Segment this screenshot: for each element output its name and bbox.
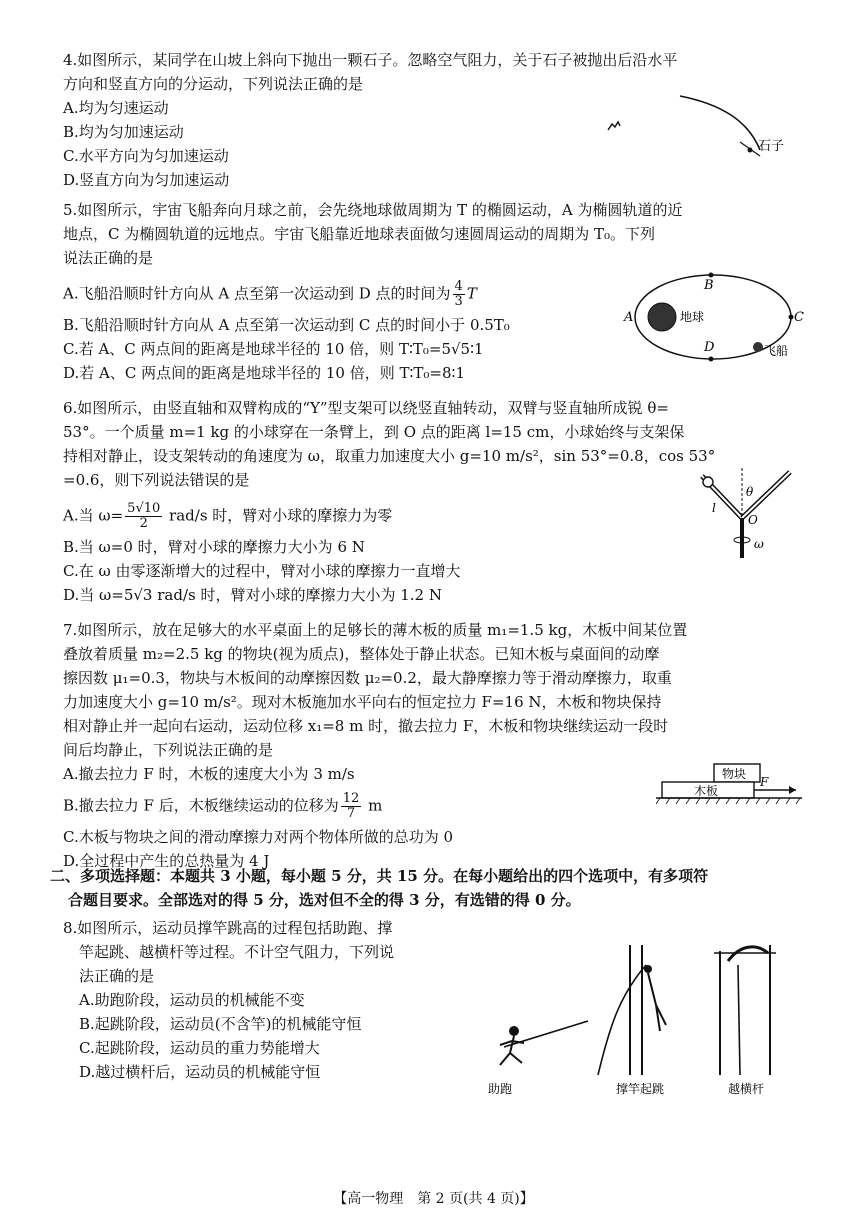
q6-option-b: B.当 ω=0 时，臂对小球的摩擦力大小为 6 N: [63, 538, 365, 556]
slope-curve: [680, 96, 760, 150]
q7-option-a: A.撤去拉力 F 时，木板的速度大小为 3 m/s: [63, 765, 355, 783]
orbit-label-a: A: [624, 310, 634, 325]
q7-option-d: D.全过程中产生的总热量为 4 J: [63, 852, 270, 870]
orbit-label-c: C: [794, 310, 804, 325]
table-hatching: [656, 798, 800, 804]
q6-fig-o: O: [748, 513, 758, 527]
section-2-line-2: 合题目要求。全部选对的得 5 分，选对但不全的得 3 分，有选错的得 0 分。: [68, 891, 581, 909]
orbit-label-b: B: [704, 278, 714, 293]
question-7: [63, 618, 823, 873]
q6-stem-line-4: =0.6，则下列说法错误的是: [63, 471, 250, 489]
q5-orbit-figure: [618, 265, 808, 370]
q5-stem-line-1: 5.如图所示，宇宙飞船奔向月球之前，会先绕地球做周期为 T 的椭圆运动，A 为椭圆轨道的近: [63, 201, 683, 219]
q6-stem-line-3: 持相对静止，设支架转动的角速度为 ω，取重力加速度大小 g=10 m/s²，sin 53°=0.8，cos 53°: [63, 447, 716, 465]
q5-stem-line-3: 说法正确的是: [63, 249, 154, 267]
q7-stem-line-4: 力加速度大小 g=10 m/s²。现对木板施加水平向右的恒定拉力 F=16 N，木板和物块保持: [63, 693, 662, 711]
q7-fig-force-label: F: [760, 775, 769, 789]
page-footer: 【高一物理 第 2 页(共 4 页)】: [333, 1191, 534, 1207]
q7-option-b-text: B.撤去拉力 F 后，木板继续运动的位移为: [63, 796, 339, 815]
orbit-point-c: [789, 315, 794, 320]
section-2-line-1: 二、多项选择题：本题共 3 小题，每小题 5 分，共 15 分。在每小题给出的四个选项中，有多项符: [50, 867, 709, 885]
q5-stem-line-2: 地点，C 为椭圆轨道的远地点。宇宙飞船靠近地球表面做匀速圆周运动的周期为 T₀。下列: [63, 225, 656, 243]
earth-icon: [648, 303, 676, 331]
q6-stem-line-1: 6.如图所示，由竖直轴和双臂构成的“Y”型支架可以绕竖直轴转动，双臂与竖直轴所成锐 θ=: [63, 399, 669, 417]
hand-icon: [608, 122, 620, 130]
orbit-point-d: [709, 357, 714, 362]
q6-option-a-fraction: [125, 502, 162, 531]
q7-stem-line-5: 相对静止并一起向右运动，运动位移 x₁=8 m 时，撤去拉力 F，木板和物块继续运动一段时: [63, 717, 669, 735]
q5-option-d: D.若 A、C 两点间的距离是地球半径的 10 倍，则 T∶T₀=8∶1: [63, 364, 465, 382]
q8-stem-line-2: 竿起跳、越横杆等过程。不计空气阻力，下列说: [79, 943, 395, 961]
q7-option-b-fraction: [341, 792, 362, 821]
q8-option-a: A.助跑阶段，运动员的机械能不变: [79, 991, 305, 1009]
q7-board-block-figure: [656, 760, 806, 812]
q8-option-d: D.越过横杆后，运动员的机械能守恒: [79, 1063, 321, 1081]
q7-fig-board-label: 木板: [694, 784, 719, 798]
q8-fig-takeoff-label: 撑竿起跳: [616, 1082, 665, 1095]
q7-stem-line-3: 擦因数 μ₁=0.3，物块与木板间的动摩擦因数 μ₂=0.2，最大静摩擦力等于滑动摩擦力，取重: [63, 669, 672, 687]
q7-option-b-fraction-den: 7: [346, 806, 356, 821]
q7-stem-line-2: 叠放着质量 m₂=2.5 kg 的物块(视为质点)，整体处于静止状态。已知木板与桌面间的动摩: [63, 645, 660, 663]
q6-stem-line-2: 53°。一个质量 m=1 kg 的小球穿在一条臂上，到 O 点的距离 l=15 cm，小球始终与支架保: [63, 423, 685, 441]
section-2-header: [50, 864, 830, 912]
q6-option-c: C.在 ω 由零逐渐增大的过程中，臂对小球的摩擦力一直增大: [63, 562, 461, 580]
q6-y-support-figure: [682, 468, 812, 568]
q4-fig-label-stone: 石子: [758, 139, 785, 154]
q5-option-a-unit: T: [466, 284, 477, 303]
q6-fig-omega: ω: [754, 537, 764, 551]
q4-stem-line-2: 方向和竖直方向的分运动，下列说法正确的是: [63, 75, 364, 93]
q8-stem-line-1: 8.如图所示，运动员撑竿跳高的过程包括助跑、撑: [63, 919, 393, 937]
q6-option-a-text: A.当 ω=: [63, 506, 124, 525]
takeoff-icon: [598, 945, 666, 1075]
q4-stem-line-1: 4.如图所示，某同学在山坡上斜向下抛出一颗石子。忽略空气阻力，关于石子被抛出后沿水平: [63, 51, 678, 69]
q8-pole-vault-figure: [470, 935, 810, 1095]
q4-option-a: A.均为匀速运动: [63, 99, 169, 117]
q5-option-b: B.飞船沿顺时针方向从 A 点至第一次运动到 C 点的时间小于 0.5T₀: [63, 316, 510, 334]
ball-icon: [703, 477, 713, 487]
q6-option-a-fraction-num: 5√10: [127, 501, 161, 516]
q8-stem-line-3: 法正确的是: [79, 967, 155, 985]
force-arrow-head: [789, 786, 796, 794]
q8-fig-run-label: 助跑: [488, 1082, 513, 1095]
q4-stone-trajectory-figure: [600, 90, 800, 170]
q7-stem-line-6: 间后均静止，下列说法正确的是: [63, 741, 274, 759]
q6-option-a-tail: rad/s 时，臂对小球的摩擦力为零: [164, 506, 393, 525]
q6-option-a-fraction-den: 2: [139, 516, 148, 531]
runner-icon: [500, 1021, 588, 1065]
q5-option-a-fraction-den: 3: [454, 294, 463, 309]
q7-option-b-unit: m: [363, 796, 383, 815]
q5-option-c: C.若 A、C 两点间的距离是地球半径的 10 倍，则 T∶T₀=5√5∶1: [63, 340, 484, 358]
q7-option-c: C.木板与物块之间的滑动摩擦力对两个物体所做的总功为 0: [63, 828, 454, 846]
orbit-label-earth: 地球: [680, 310, 705, 324]
q7-stem-line-1: 7.如图所示，放在足够大的水平桌面上的足够长的薄木板的质量 m₁=1.5 kg，木板中间某位置: [63, 621, 688, 639]
q4-option-b: B.均为匀加速运动: [63, 123, 184, 141]
question-8: [63, 916, 463, 1084]
q8-option-b: B.起跳阶段，运动员(不含竿)的机械能守恒: [79, 1015, 362, 1033]
spaceship-icon: [753, 342, 763, 352]
q4-option-c: C.水平方向为匀加速运动: [63, 147, 229, 165]
orbit-label-ship: 飞船: [764, 344, 789, 358]
q6-fig-l: l: [712, 501, 716, 515]
q6-option-d: D.当 ω=5√3 rad/s 时，臂对小球的摩擦力大小为 1.2 N: [63, 586, 442, 604]
q8-option-c: C.起跳阶段，运动员的重力势能增大: [79, 1039, 320, 1057]
q7-option-b-fraction-num: 12: [342, 791, 360, 806]
q7-fig-block-label: 物块: [722, 767, 747, 781]
orbit-label-d: D: [704, 340, 715, 355]
cross-bar-icon: [714, 945, 776, 1075]
orbit-point-b: [709, 273, 714, 278]
stone-dot: [748, 148, 753, 153]
q6-fig-theta: θ: [746, 485, 754, 499]
q5-option-a-fraction-num: 4: [454, 279, 463, 294]
q4-option-d: D.竖直方向为匀加速运动: [63, 171, 230, 189]
q5-option-a-text: A.飞船沿顺时针方向从 A 点至第一次运动到 D 点的时间为: [63, 284, 451, 303]
q5-option-a-fraction: [453, 280, 465, 309]
q8-fig-cross-label: 越横杆: [728, 1082, 765, 1095]
